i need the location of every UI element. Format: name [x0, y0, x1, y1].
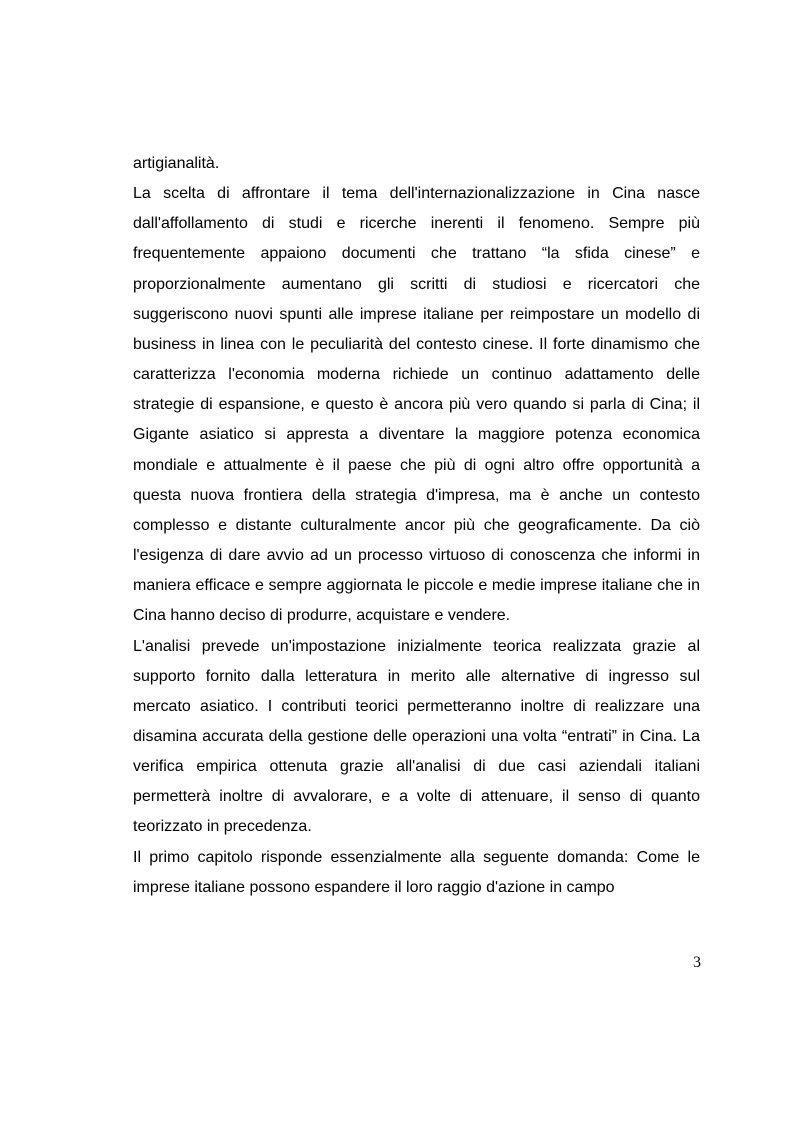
paragraph-analysis: L'analisi prevede un'impostazione inizialmente teorica realizzata grazie al supporto fornito dalla letteratura in merito alle alternative di ingresso sul mercato asiatico. I contributi teorici permetteranno inoltre di realizzare una disamina accurata della gestione delle operazioni una volta “entrati” in Cina. La verifica empirica ottenuta grazie all'analisi di due casi aziendali italiani permetterà inoltre di avvalorare, e a volte di attenuare, il senso di quanto teorizzato in precedenza. — [133, 637, 700, 836]
paragraph-motivation: La scelta di affrontare il tema dell'internazionalizzazione in Cina nasce dall'affollamento di studi e ricerche inerenti il fenomeno. Sempre più frequentemente appaiono documenti che trattano “la sfida cinese” e proporzionalmente aumentano gli scritti di studiosi e ricercatori che suggeriscono nuovi spunti alle imprese italiane per reimpostare un modello di business in linea con le peculiarità del contesto cinese. Il forte dinamismo che caratterizza l'economia moderna richiede un continuo adattamento delle strategie di espansione, e questo è ancora più vero quando si parla di Cina; il Gigante asiatico si appresta a diventare la maggiore potenza economica mondiale e attualmente è il paese che più di ogni altro offre opportunità a questa nuova frontiera della strategia d'impresa, ma è anche un contesto complesso e distante culturalmente ancor più che geograficamente. Da ciò l'esigenza di dare avvio ad un processo virtuoso di conoscenza che informi in maniera efficace e sempre aggiornata le piccole e medie imprese italiane che in Cina hanno deciso di produrre, acquistare e vendere. — [133, 185, 700, 625]
page-number: 3 — [693, 954, 701, 971]
paragraph-continuation: artigianalità. — [133, 155, 220, 172]
paragraph-first-chapter: Il primo capitolo risponde essenzialmente alla seguente domanda: Come le imprese italiane possono espandere il loro raggio d'azione in campo — [133, 848, 700, 896]
body-text — [133, 149, 700, 903]
